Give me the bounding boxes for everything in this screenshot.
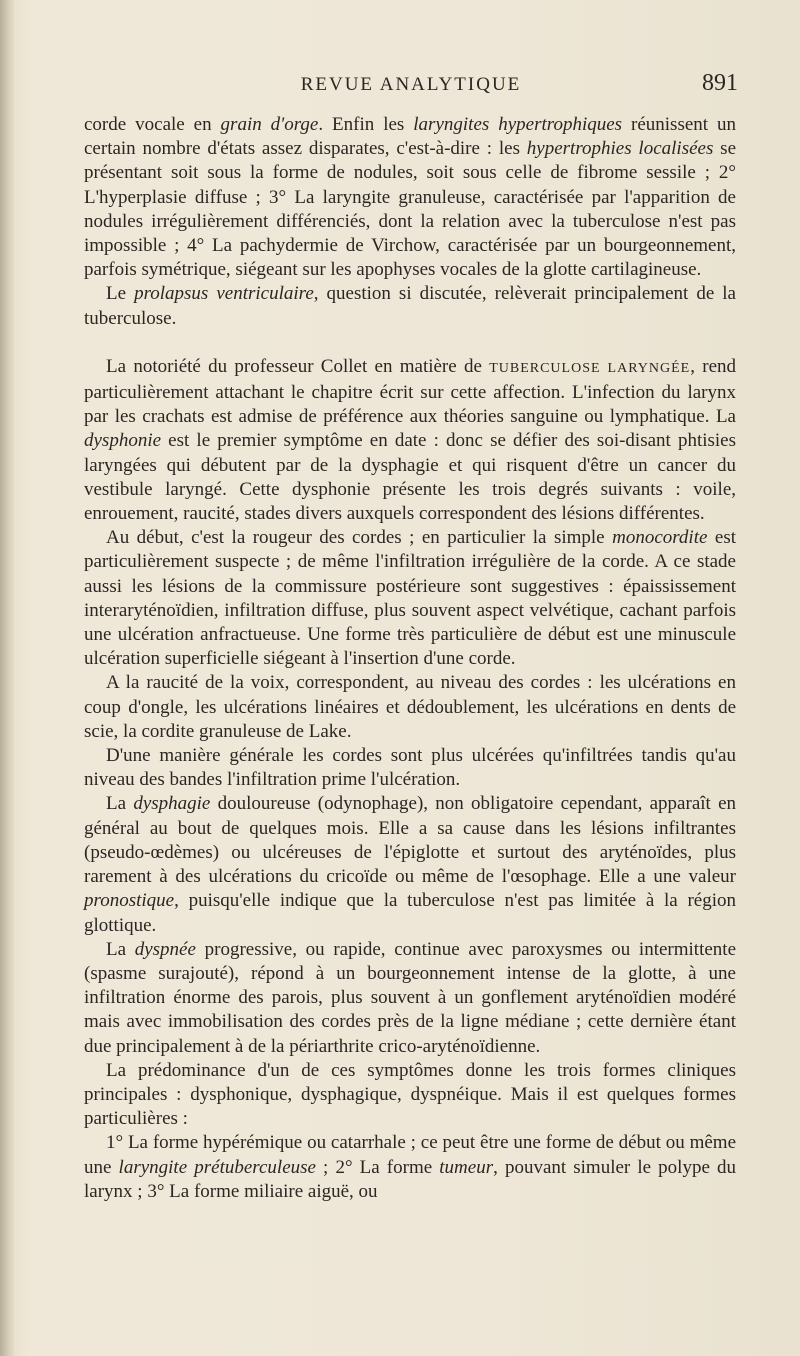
paragraph — [84, 671, 736, 744]
text-run: A la raucité de la voix, correspondent, au niveau des cordes : les ulcérations en coup d'ongle, les ulcérations linéaires et dédoublement, les ulcérations en dents de scie, la cordite granuleuse de Lake. — [84, 672, 736, 742]
text-run: corde vocale en — [84, 114, 221, 135]
text-run: est particulièrement suspecte ; de même l'infiltration irrégulière de la corde. A ce stade aussi les lésions de la commissure postérieure sont suggestives : épaississement interaryténoïdien, infiltration diffuse, plus souvent aspect velvétique, cachant parfois une ulcération anfractueuse. Une forme très particulière de début est une minuscule ulcération superficielle siégeant à l'insertion d'une corde. — [84, 527, 737, 670]
text-run: réunissent un certain nombre d'états assez disparates, c'est-à-dire : les — [84, 114, 736, 160]
text-run: La — [106, 938, 135, 960]
text-run: , rend particulièrement attachant le chapitre écrit sur cette affection. L'infection du larynx par les crachats est admise de préférence aux théories sanguine ou lymphatique. La — [84, 355, 737, 428]
text-run: La — [106, 793, 134, 815]
italic-term: dyspnée — [134, 938, 196, 960]
italic-term: dysphonie — [84, 430, 162, 452]
italic-term: tumeur — [439, 1156, 494, 1178]
text-run: Au début, c'est la rougeur des cordes ; en particulier la simple — [106, 527, 613, 549]
italic-term: prolapsus ventriculaire — [134, 283, 314, 305]
text-run: Le — [106, 283, 135, 305]
running-header — [84, 68, 738, 102]
text-run: , pouvant simuler le polype du larynx ; 3° La forme miliaire aiguë, ou — [84, 1156, 736, 1202]
text-run: ; 2° La forme — [315, 1156, 440, 1178]
text-run: est le premier symptôme en date : donc se défier des soi-disant phtisies laryngées qui débutent par de la dysphagie et qui risquent d'être un cancer du vestibule laryngé. Cette dysphonie présente les trois degrés suivants : voile, enrouement, raucité, stades divers auxquels correspondent des lésions différentes. — [84, 430, 736, 525]
text-run: 1° La forme hypérémique ou catarrhale ; ce peut être une forme de début ou même une — [84, 1132, 736, 1178]
paragraph — [84, 355, 736, 526]
text-run: La notoriété du professeur Collet en matière de — [106, 355, 490, 377]
paragraph — [84, 1059, 736, 1132]
text-run: , puisqu'elle indique que la tuberculose n'est pas limitée à la région glottique. — [84, 890, 736, 936]
italic-term: laryngites hypertrophiques — [413, 114, 623, 135]
italic-term: laryngite prétuberculeuse — [118, 1156, 316, 1178]
paragraph — [84, 113, 736, 282]
paragraph — [84, 526, 736, 671]
italic-term: hypertrophies localisées — [526, 138, 714, 160]
text-run: La prédominance d'un de ces symptômes donne les trois formes cliniques principales : dysphonique, dysphagique, dyspnéique. Mais il est quelques formes particulières : — [84, 1059, 736, 1130]
text-run: . Enfin les — [318, 114, 414, 135]
text-run: D'une manière générale les cordes sont plus ulcérées qu'infiltrées tandis qu'au niveau des bandes l'infiltration prime l'ulcération. — [84, 745, 736, 791]
section-gap — [84, 331, 736, 355]
italic-term: pronostique — [84, 890, 175, 912]
paragraph — [84, 1131, 736, 1204]
page-number: 891 — [702, 70, 738, 96]
paragraph — [84, 744, 736, 792]
paragraph — [84, 282, 736, 330]
text-run: progressive, ou rapide, continue avec paroxysmes ou intermittente (spasme surajouté), répond à un bourgeonnement intense de la glotte, à une infiltration énorme des parois, plus souvent à un gonflement aryténoïdien modéré mais avec immobilisation des cordes près de la ligne médiane ; cette dernière étant due principalement à de la périarthrite crico-aryténoïdienne. — [84, 938, 737, 1057]
text-run: douloureuse (odynophage), non obligatoire cependant, apparaît en général au bout de quelques mois. Elle a sa cause dans les lésions infiltrantes (pseudo-œdèmes) ou ulcéreuses de l'épiglotte et surtout des aryténoïdes, plus rarement à des ulcérations du cricoïde ou même de l'œsophage. Elle a une valeur — [84, 793, 737, 888]
paragraph — [84, 792, 736, 937]
text-run: , question si discutée, relèverait principalement de la tuberculose. — [84, 283, 736, 329]
italic-term: grain d'orge — [220, 114, 319, 135]
small-caps-term: TUBERCULOSE LARYNGÉE — [489, 360, 691, 376]
italic-term: monocordite — [612, 527, 708, 549]
paragraph — [84, 938, 736, 1059]
italic-term: dysphagie — [133, 793, 211, 815]
text-run: se présentant soit sous la forme de nodules, soit sous celle de fibrome sessile ; 2° L'hyperplasie diffuse ; 3° La laryngite granuleuse, caractérisée par l'apparition de nodules irrégulièrement différenciés, dont la relation avec la tuberculose n'est pas impossible ; 4° La pachydermie de Virchow, caractérisée par un bourgeonnement, parfois symétrique, siégeant sur les apophyses vocales de la glotte cartilagineuse. — [84, 138, 737, 281]
journal-title: REVUE ANALYTIQUE — [300, 74, 522, 95]
article-body — [84, 113, 736, 1204]
page-binding-edge — [0, 0, 14, 1356]
